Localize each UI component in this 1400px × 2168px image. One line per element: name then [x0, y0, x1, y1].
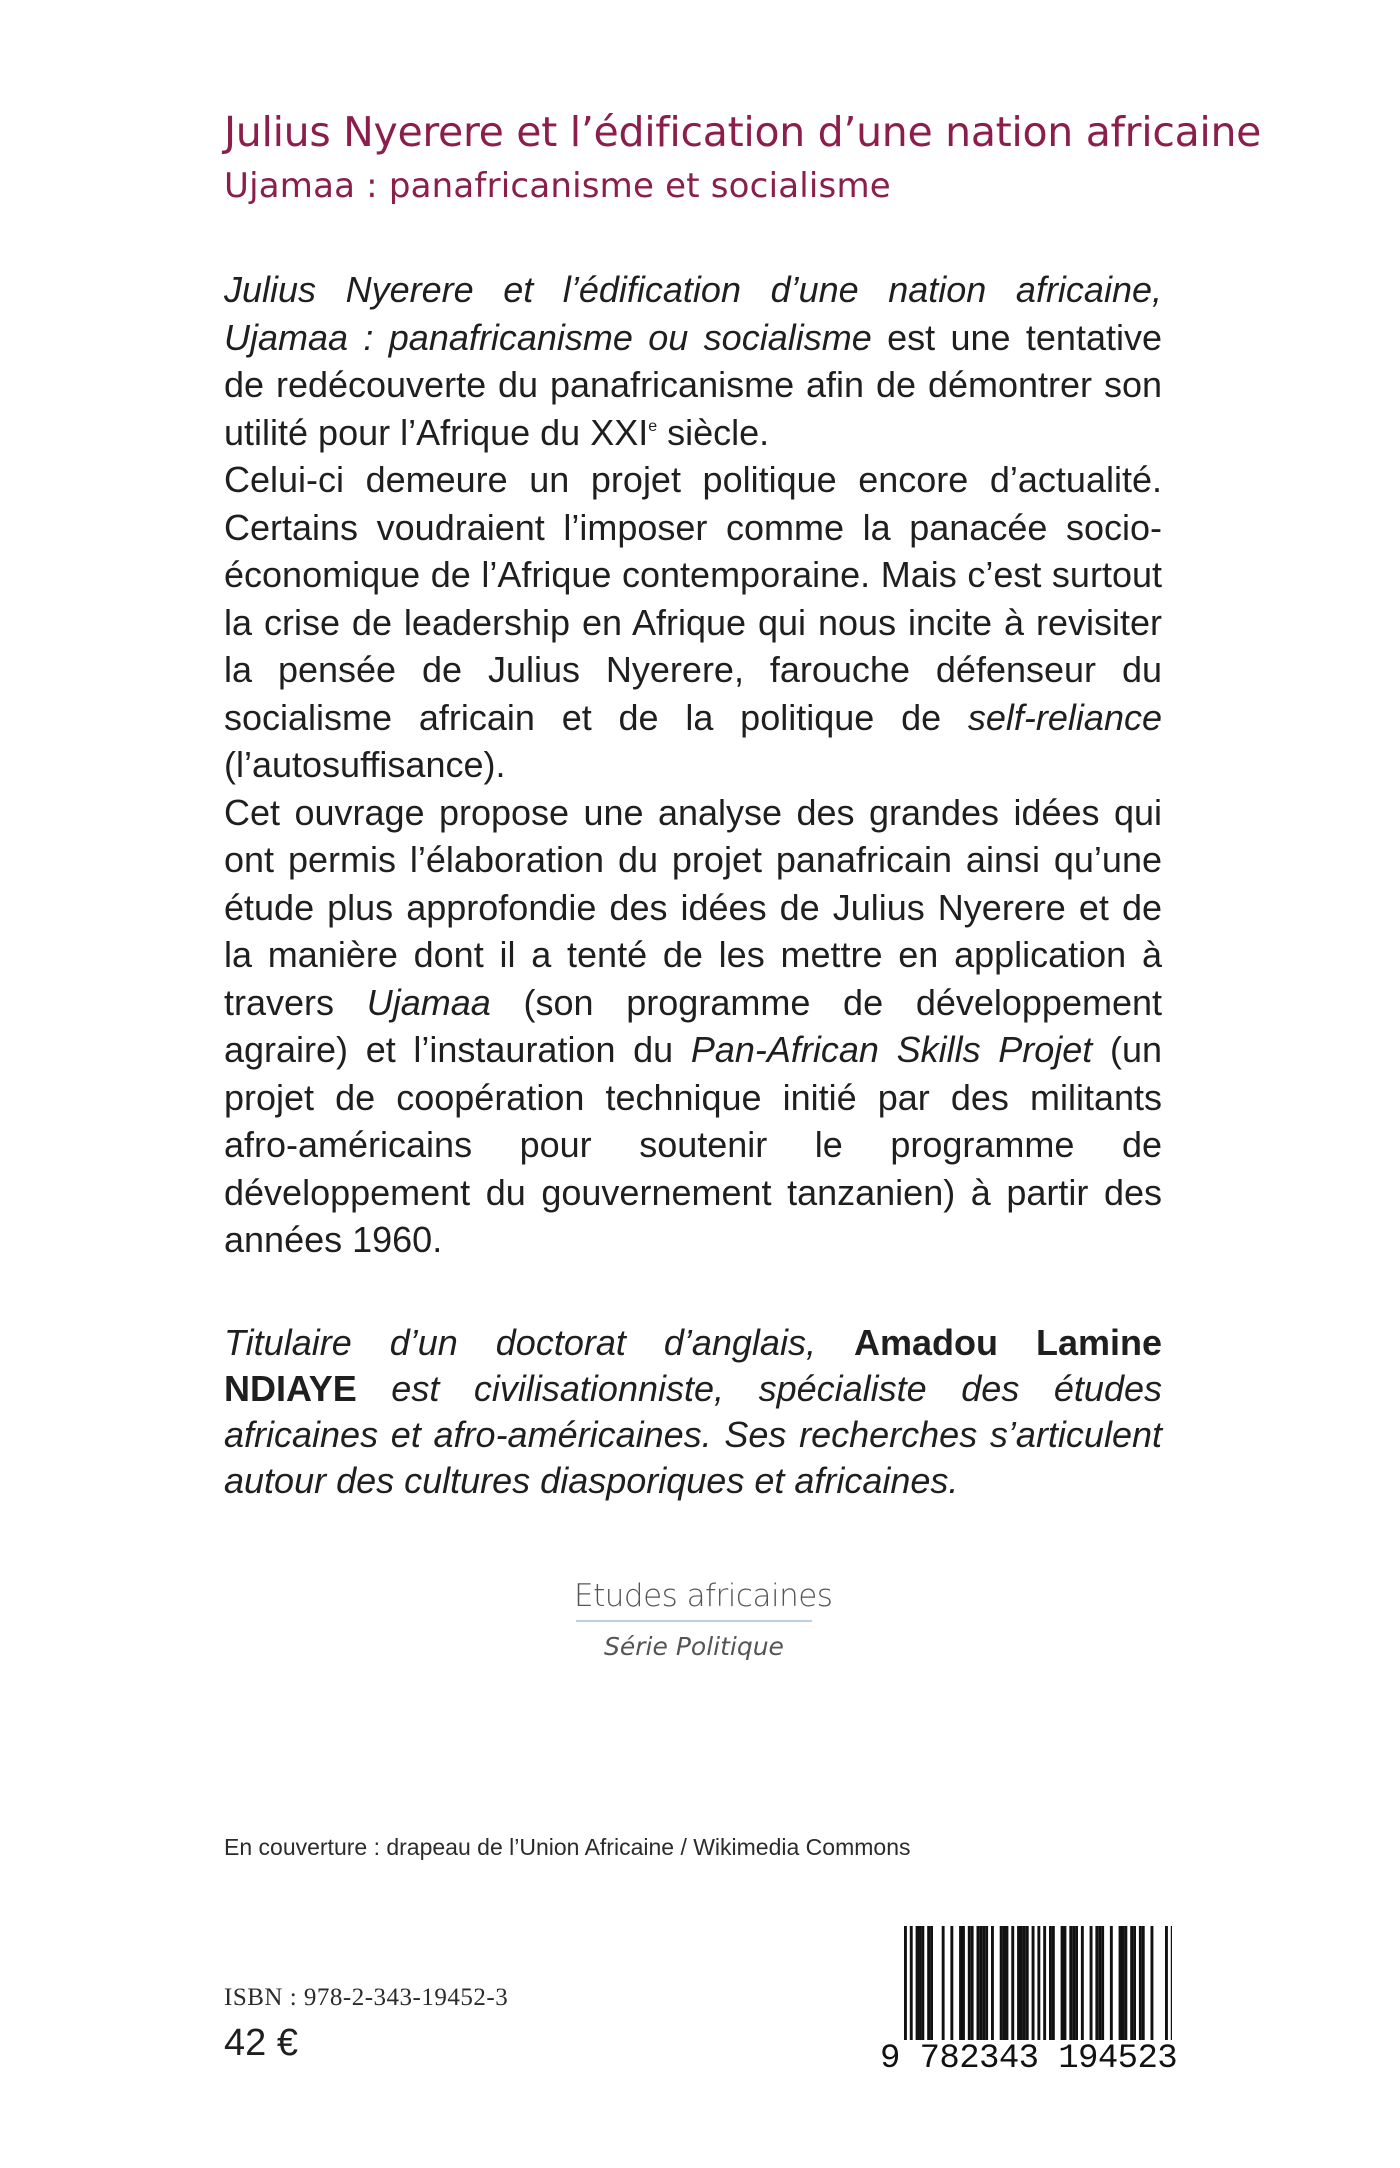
- bio-rest: est civilisationniste, spécialiste des études africaines et afro-américaines. Ses recherches s’articulent autour des cultures diasporiques et africaines.: [224, 1368, 1162, 1501]
- barcode-bar: [1011, 1926, 1014, 2044]
- summary-paragraph-3: [224, 789, 1162, 1264]
- barcode-bar: [1032, 1926, 1035, 2044]
- barcode-bar: [927, 1926, 930, 2044]
- barcode-bar: [1020, 1926, 1023, 2044]
- barcode-bar: [1110, 1926, 1113, 2044]
- series-name: Etudes africaines: [574, 1578, 833, 1614]
- summary-text-1: est une tentative de redécouverte du panafricanisme afin de démontrer son utilité pour l’Afrique du XXI: [224, 316, 1163, 453]
- barcode-bar: [991, 1926, 994, 2044]
- summary-text: [224, 266, 1162, 1264]
- barcode-bar: [1061, 1926, 1064, 2044]
- barcode-digits: 9 782343 194523: [880, 2040, 1178, 2078]
- summary-text-2: Celui-ci demeure un projet politique encore d’actualité. Certains voudraient l’imposer comme la panacée socio-économique de l’Afrique contemporaine. Mais c’est surtout la crise de leadership en Afrique qui nous incite à revisiter la pensée de Julius Nyerere, farouche défenseur du socialisme africain et de la politique de: [224, 459, 1162, 738]
- barcode-bar: [1003, 1926, 1006, 2044]
- summary-italic-ujamaa: Ujamaa: [366, 981, 491, 1023]
- barcode-bar: [1098, 1926, 1101, 2044]
- barcode-bar: [950, 1926, 953, 2044]
- book-title: Julius Nyerere et l’édification d’une nation africaine: [224, 108, 1262, 156]
- barcode-bar: [1006, 1926, 1009, 2044]
- summary-paragraph-2: [224, 456, 1162, 789]
- barcode-bar: [1142, 1926, 1145, 2044]
- barcode-bar: [971, 1926, 974, 2044]
- cover-credit: En couverture : drapeau de l’Union Africaine / Wikimedia Commons: [224, 1834, 911, 1860]
- barcode-bar: [977, 1926, 980, 2044]
- barcode-bar: [930, 1926, 933, 2044]
- barcode-bar: [979, 1926, 982, 2044]
- barcode-bar: [1119, 1926, 1122, 2044]
- series-subtitle: Série Politique: [604, 1632, 784, 1661]
- barcode-bar: [1151, 1926, 1154, 2044]
- barcode-bar: [1124, 1926, 1127, 2044]
- barcode-bar: [962, 1926, 965, 2044]
- century-superscript: e: [648, 417, 658, 435]
- barcode-bar: [1122, 1926, 1125, 2044]
- barcode-bar: [1075, 1926, 1078, 2044]
- barcode-bar: [1072, 1926, 1075, 2044]
- barcode-bar: [1081, 1926, 1084, 2044]
- barcode-bar: [1049, 1926, 1052, 2044]
- barcode-bar: [921, 1926, 924, 2044]
- barcode-bar: [942, 1926, 945, 2044]
- barcode-bar: [1101, 1926, 1104, 2044]
- barcode-bar: [1139, 1926, 1142, 2044]
- summary-italic-self-reliance: self-reliance: [967, 696, 1162, 738]
- author-bio: [224, 1320, 1162, 1504]
- book-subtitle: Ujamaa : panafricanisme et socialisme: [224, 166, 891, 206]
- series-block: [574, 1578, 833, 1661]
- summary-text-3-mid: (son programme de développement agraire) et l’instauration du: [224, 981, 1162, 1070]
- barcode-bar: [919, 1926, 922, 2044]
- barcode: [880, 1926, 1178, 2078]
- barcode-bar: [1090, 1926, 1093, 2044]
- barcode-bar: [1000, 1926, 1003, 2044]
- barcode-bar: [982, 1926, 985, 2044]
- barcode-bar: [1017, 1926, 1020, 2044]
- price: 42 €: [224, 2022, 298, 2064]
- summary-text-2-end: (l’autosuffisance).: [224, 744, 506, 785]
- barcode-bar: [1052, 1926, 1055, 2044]
- barcode-bar: [985, 1926, 988, 2044]
- barcode-bar: [1095, 1926, 1098, 2044]
- barcode-bar: [959, 1926, 962, 2044]
- barcode-bar: [1165, 1926, 1168, 2044]
- barcode-bar: [1026, 1926, 1029, 2044]
- author-name: Amadou Lamine NDIAYE: [224, 1322, 1162, 1409]
- barcode-bar: [1133, 1926, 1136, 2044]
- isbn: ISBN : 978-2-343-19452-3: [224, 1984, 509, 2011]
- summary-text-3-end: (un projet de coopération technique initié par des militants afro-américains pour soutenir le programme de développement du gouvernement tanzanien) à partir des années 1960.: [224, 1029, 1162, 1260]
- barcode-bar: [1069, 1926, 1072, 2044]
- summary-italic-skills-project: Pan-African Skills Projet: [690, 1029, 1093, 1070]
- summary-text-1-end: siècle.: [657, 411, 770, 453]
- barcode-bar: [1064, 1926, 1067, 2044]
- barcode-bar: [1130, 1926, 1133, 2044]
- summary-italic-title: Julius Nyerere et l’édification d’une nation africaine, Ujamaa : panafricanisme ou socialisme: [224, 269, 1162, 358]
- summary-paragraph-1: [224, 266, 1162, 456]
- author-bio-paragraph: [224, 1320, 1162, 1504]
- barcode-bar: [916, 1926, 919, 2044]
- series-divider: [576, 1620, 812, 1622]
- summary-text-3: Cet ouvrage propose une analyse des grandes idées qui ont permis l’élaboration du projet panafricain ainsi qu’une étude plus approfondie des idées de Julius Nyerere et de la manière dont il a tenté de les mettre en application à travers: [224, 791, 1162, 1023]
- barcode-bar: [968, 1926, 971, 2044]
- bio-lead: Titulaire d’un doctorat d’anglais,: [224, 1322, 854, 1363]
- barcode-bar: [1023, 1926, 1026, 2044]
